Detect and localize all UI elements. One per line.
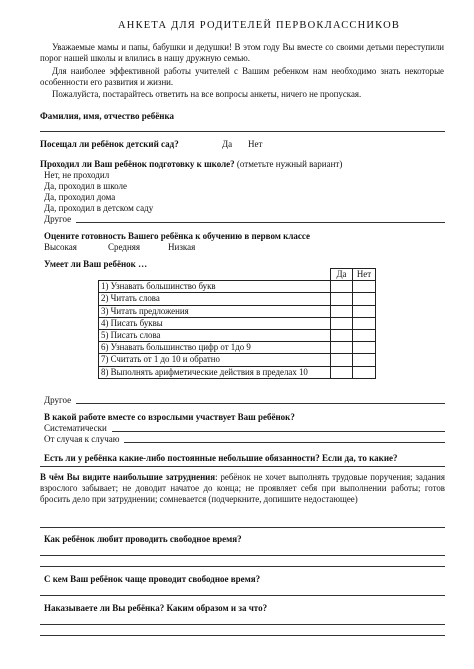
question-name-label: Фамилия, имя, отчество ребёнка: [40, 111, 175, 121]
question-duties-label: Есть ли у ребёнка какие-либо постоянные небольшие обязанности? Если да, то какие?: [44, 453, 398, 463]
answer-line-skills-other[interactable]: [76, 403, 445, 404]
skill-no-cell[interactable]: [353, 354, 376, 366]
option-kindergarten-no[interactable]: Нет: [248, 139, 263, 149]
skill-label: 8) Выполнять арифметические действия в пределах 10: [99, 366, 331, 378]
skill-no-cell[interactable]: [353, 317, 376, 329]
question-preparation: [40, 159, 342, 169]
skill-yes-cell[interactable]: [331, 366, 353, 378]
skill-yes-cell[interactable]: [331, 281, 353, 293]
intro-paragraph-2: Для наиболее эффективной работы учителей с Вашим ребенком нам необходимо знать некоторые особенности его развития и жизни.: [40, 66, 444, 87]
option-readiness-medium[interactable]: Средняя: [108, 242, 141, 252]
question-difficulties: [40, 472, 445, 505]
skill-label: 7) Считать от 1 до 10 и обратно: [99, 354, 331, 366]
answer-line-free-time-2[interactable]: [40, 566, 445, 567]
answer-line-name[interactable]: [40, 131, 445, 132]
question-with-whom-label: С кем Ваш ребёнок чаще проводит свободное время?: [44, 574, 261, 584]
table-row: [99, 305, 376, 317]
question-difficulties-options[interactable]: : ребёнок не хочет выполнять трудовые поручения; задания взрослого забывает; не доводит начатое до конца; не проявляет себя при выполнении работы; готов бросить дело при затруднении; сомневается (подчеркните, допишите недостающее): [40, 472, 445, 504]
skills-other-label: Другое: [44, 395, 72, 405]
answer-line-difficulties[interactable]: [40, 527, 445, 528]
skill-no-cell[interactable]: [353, 329, 376, 341]
skill-yes-cell[interactable]: [331, 354, 353, 366]
intro-paragraph-1: Уважаемые мамы и папы, бабушки и дедушки! В этом году Вы вместе со своими детьми переступили порог нашей школы и влились в нашу дружную семью.: [40, 42, 444, 63]
skills-col-yes: Да: [331, 269, 353, 281]
skill-label: 5) Писать слова: [99, 329, 331, 341]
answer-line-systematic[interactable]: [112, 431, 445, 432]
skill-label: 4) Писать буквы: [99, 317, 331, 329]
skill-label: 2) Читать слова: [99, 293, 331, 305]
answer-line-with-whom[interactable]: [40, 595, 445, 596]
question-preparation-label: Проходил ли Ваш ребёнок подготовку к школе?: [40, 159, 235, 169]
table-row: [99, 342, 376, 354]
answer-line-preparation-other[interactable]: [76, 222, 445, 223]
table-row: [99, 354, 376, 366]
table-row: [99, 366, 376, 378]
option-kindergarten-yes[interactable]: Да: [222, 139, 233, 149]
skill-label: 1) Узнавать большинство букв: [99, 281, 331, 293]
question-punish-label: Наказываете ли Вы ребёнка? Каким образом и за что?: [44, 603, 268, 613]
skill-label: 3) Читать предложения: [99, 305, 331, 317]
question-joint-work-label: В какой работе вместе со взрослыми участвует Ваш ребёнок?: [44, 412, 295, 422]
option-preparation-none[interactable]: Нет, не проходил: [44, 170, 110, 180]
skill-no-cell[interactable]: [353, 293, 376, 305]
option-preparation-other: Другое: [44, 214, 72, 224]
question-difficulties-label: В чём Вы видите наибольшие затруднения: [40, 472, 216, 482]
table-row: [99, 281, 376, 293]
skill-yes-cell[interactable]: [331, 342, 353, 354]
skills-table: [98, 268, 376, 379]
skill-no-cell[interactable]: [353, 342, 376, 354]
option-preparation-kindergarten[interactable]: Да, проходил в детском саду: [44, 203, 154, 213]
question-readiness-label: Оцените готовность Вашего ребёнка к обучению в первом классе: [44, 231, 310, 241]
skills-col-no: Нет: [353, 269, 376, 281]
intro-paragraph-3: Пожалуйста, постарайтесь ответить на все вопросы анкеты, ничего не пропуская.: [52, 89, 362, 99]
option-readiness-low[interactable]: Низкая: [168, 242, 196, 252]
joint-work-systematic-label: Систематически: [44, 423, 107, 433]
skill-yes-cell[interactable]: [331, 293, 353, 305]
answer-line-free-time-1[interactable]: [40, 555, 445, 556]
question-free-time-label: Как ребёнок любит проводить свободное время?: [44, 534, 242, 544]
table-row: [99, 317, 376, 329]
question-kindergarten-label: Посещал ли ребёнок детский сад?: [40, 139, 179, 149]
option-preparation-home[interactable]: Да, проходил дома: [44, 192, 116, 202]
question-skills-label: Умеет ли Ваш ребёнок …: [44, 259, 148, 269]
table-row: [99, 293, 376, 305]
answer-line-punish-1[interactable]: [40, 624, 445, 625]
skill-no-cell[interactable]: [353, 305, 376, 317]
answer-line-punish-2[interactable]: [40, 635, 445, 636]
option-readiness-high[interactable]: Высокая: [44, 242, 77, 252]
joint-work-occasional-label: От случая к случаю: [44, 434, 120, 444]
page-title: АНКЕТА ДЛЯ РОДИТЕЛЕЙ ПЕРВОКЛАССНИКОВ: [118, 20, 401, 31]
option-preparation-school[interactable]: Да, проходил в школе: [44, 181, 127, 191]
skill-yes-cell[interactable]: [331, 317, 353, 329]
skill-yes-cell[interactable]: [331, 305, 353, 317]
answer-line-occasional[interactable]: [124, 442, 445, 443]
answer-line-duties[interactable]: [40, 466, 445, 467]
skill-yes-cell[interactable]: [331, 329, 353, 341]
question-preparation-note: (отметьте нужный вариант): [236, 159, 343, 169]
table-row: [99, 329, 376, 341]
skills-header-row: [99, 269, 376, 281]
skill-label: 6) Узнавать большинство цифр от 1до 9: [99, 342, 331, 354]
skill-no-cell[interactable]: [353, 281, 376, 293]
skill-no-cell[interactable]: [353, 366, 376, 378]
